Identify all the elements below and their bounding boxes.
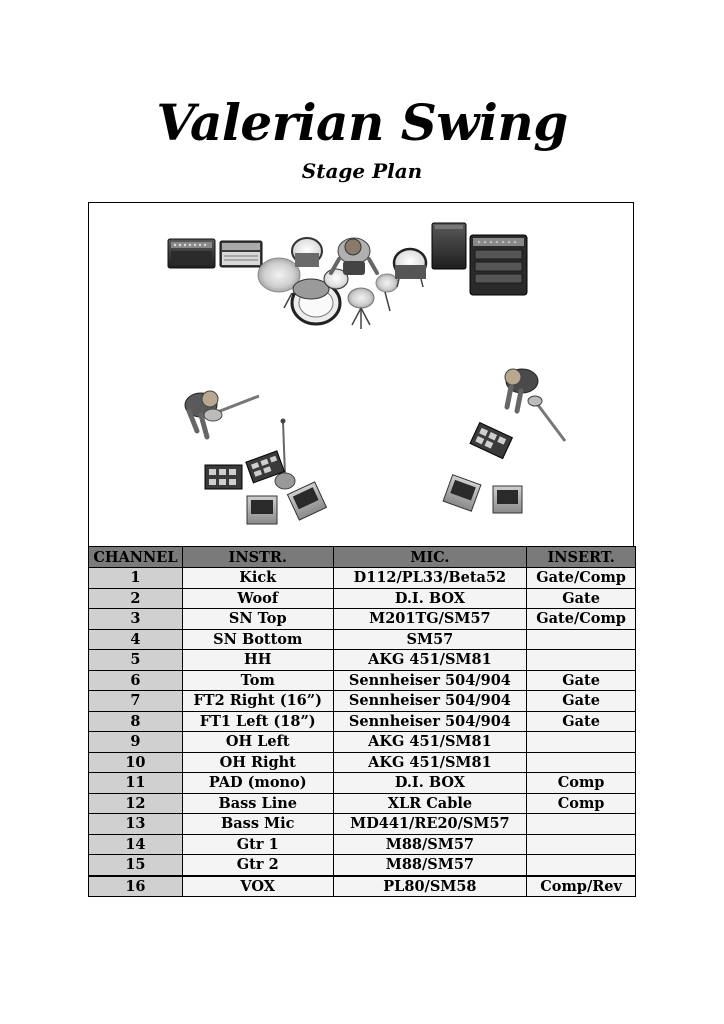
cell-instrument: Gtr 1 xyxy=(182,834,333,855)
cell-instrument: FT1 Left (18”) xyxy=(182,711,333,732)
cell-instrument: Bass Mic xyxy=(182,814,333,835)
cell-channel: 10 xyxy=(89,752,183,773)
cell-insert: Gate xyxy=(527,670,636,691)
bass-cabinet-icon xyxy=(432,223,466,269)
pedalboard-icon xyxy=(205,423,512,489)
table-row xyxy=(89,691,636,712)
table-row xyxy=(89,834,636,855)
table-row xyxy=(89,568,636,589)
cell-insert xyxy=(527,814,636,835)
cell-mic: SM57 xyxy=(333,629,527,650)
cell-channel: 3 xyxy=(89,609,183,630)
channel-list-table xyxy=(88,546,636,897)
cell-insert: Gate/Comp xyxy=(527,609,636,630)
cell-instrument: Tom xyxy=(182,670,333,691)
cell-mic: Sennheiser 504/904 xyxy=(333,711,527,732)
cell-insert: Gate xyxy=(527,588,636,609)
table-row xyxy=(89,752,636,773)
cell-channel: 4 xyxy=(89,629,183,650)
cell-instrument: PAD (mono) xyxy=(182,773,333,794)
cell-channel: 9 xyxy=(89,732,183,753)
cell-instrument: SN Top xyxy=(182,609,333,630)
cell-mic: MD441/RE20/SM57 xyxy=(333,814,527,835)
cell-insert xyxy=(527,834,636,855)
cell-channel: 5 xyxy=(89,650,183,671)
cell-insert: Gate xyxy=(527,691,636,712)
table-row xyxy=(89,588,636,609)
guitarist-left-icon xyxy=(185,391,259,437)
cell-insert xyxy=(527,629,636,650)
cell-channel: 1 xyxy=(89,568,183,589)
cell-channel: 14 xyxy=(89,834,183,855)
cell-mic: AKG 451/SM81 xyxy=(333,732,527,753)
table-row xyxy=(89,814,636,835)
header-insert: INSERT. xyxy=(527,547,636,568)
cell-insert: Comp xyxy=(527,773,636,794)
cell-mic: Sennheiser 504/904 xyxy=(333,670,527,691)
document-subtitle: Stage Plan xyxy=(301,159,423,183)
stage-plan-diagram xyxy=(88,202,634,546)
table-row xyxy=(89,629,636,650)
cell-mic: Sennheiser 504/904 xyxy=(333,691,527,712)
cell-instrument: OH Left xyxy=(182,732,333,753)
cell-insert xyxy=(527,752,636,773)
cell-mic: XLR Cable xyxy=(333,793,527,814)
cell-insert xyxy=(527,855,636,876)
cell-instrument: Gtr 2 xyxy=(182,855,333,876)
document-title: Valerian Swing xyxy=(156,93,568,152)
cell-instrument: FT2 Right (16”) xyxy=(182,691,333,712)
cell-instrument: VOX xyxy=(182,876,333,897)
table-row xyxy=(89,711,636,732)
cell-instrument: Kick xyxy=(182,568,333,589)
cell-mic: M201TG/SM57 xyxy=(333,609,527,630)
cell-insert xyxy=(527,650,636,671)
cell-mic: D.I. BOX xyxy=(333,773,527,794)
cell-mic: D.I. BOX xyxy=(333,588,527,609)
cell-channel: 7 xyxy=(89,691,183,712)
cell-channel: 8 xyxy=(89,711,183,732)
cell-mic: PL80/SM58 xyxy=(333,876,527,897)
header-instrument: INSTR. xyxy=(182,547,333,568)
cell-insert: Comp/Rev xyxy=(527,876,636,897)
di-box-amp-icon xyxy=(220,241,262,267)
table-header-row xyxy=(89,547,636,568)
cell-channel: 16 xyxy=(89,876,183,897)
cell-instrument: HH xyxy=(182,650,333,671)
cell-instrument: OH Right xyxy=(182,752,333,773)
cell-insert xyxy=(527,732,636,753)
header-channel: CHANNEL xyxy=(89,547,183,568)
cell-instrument: Woof xyxy=(182,588,333,609)
guitar-amp-icon xyxy=(168,239,215,268)
cell-insert: Gate xyxy=(527,711,636,732)
cell-mic: AKG 451/SM81 xyxy=(333,650,527,671)
table-row xyxy=(89,876,636,897)
table-row xyxy=(89,650,636,671)
table-row xyxy=(89,732,636,753)
guitarist-right-icon xyxy=(505,369,565,441)
bass-amp-icon xyxy=(470,235,527,295)
cell-mic: D112/PL33/Beta52 xyxy=(333,568,527,589)
table-row xyxy=(89,855,636,876)
cell-channel: 12 xyxy=(89,793,183,814)
cell-insert: Comp xyxy=(527,793,636,814)
header-mic: MIC. xyxy=(333,547,527,568)
cell-instrument: Bass Line xyxy=(182,793,333,814)
cell-mic: AKG 451/SM81 xyxy=(333,752,527,773)
table-row xyxy=(89,793,636,814)
cell-instrument: SN Bottom xyxy=(182,629,333,650)
cell-insert: Gate/Comp xyxy=(527,568,636,589)
table-row xyxy=(89,773,636,794)
table-row xyxy=(89,670,636,691)
cell-channel: 6 xyxy=(89,670,183,691)
cell-channel: 15 xyxy=(89,855,183,876)
table-row xyxy=(89,609,636,630)
cell-channel: 13 xyxy=(89,814,183,835)
cell-mic: M88/SM57 xyxy=(333,834,527,855)
cell-channel: 2 xyxy=(89,588,183,609)
cell-channel: 11 xyxy=(89,773,183,794)
cell-mic: M88/SM57 xyxy=(333,855,527,876)
